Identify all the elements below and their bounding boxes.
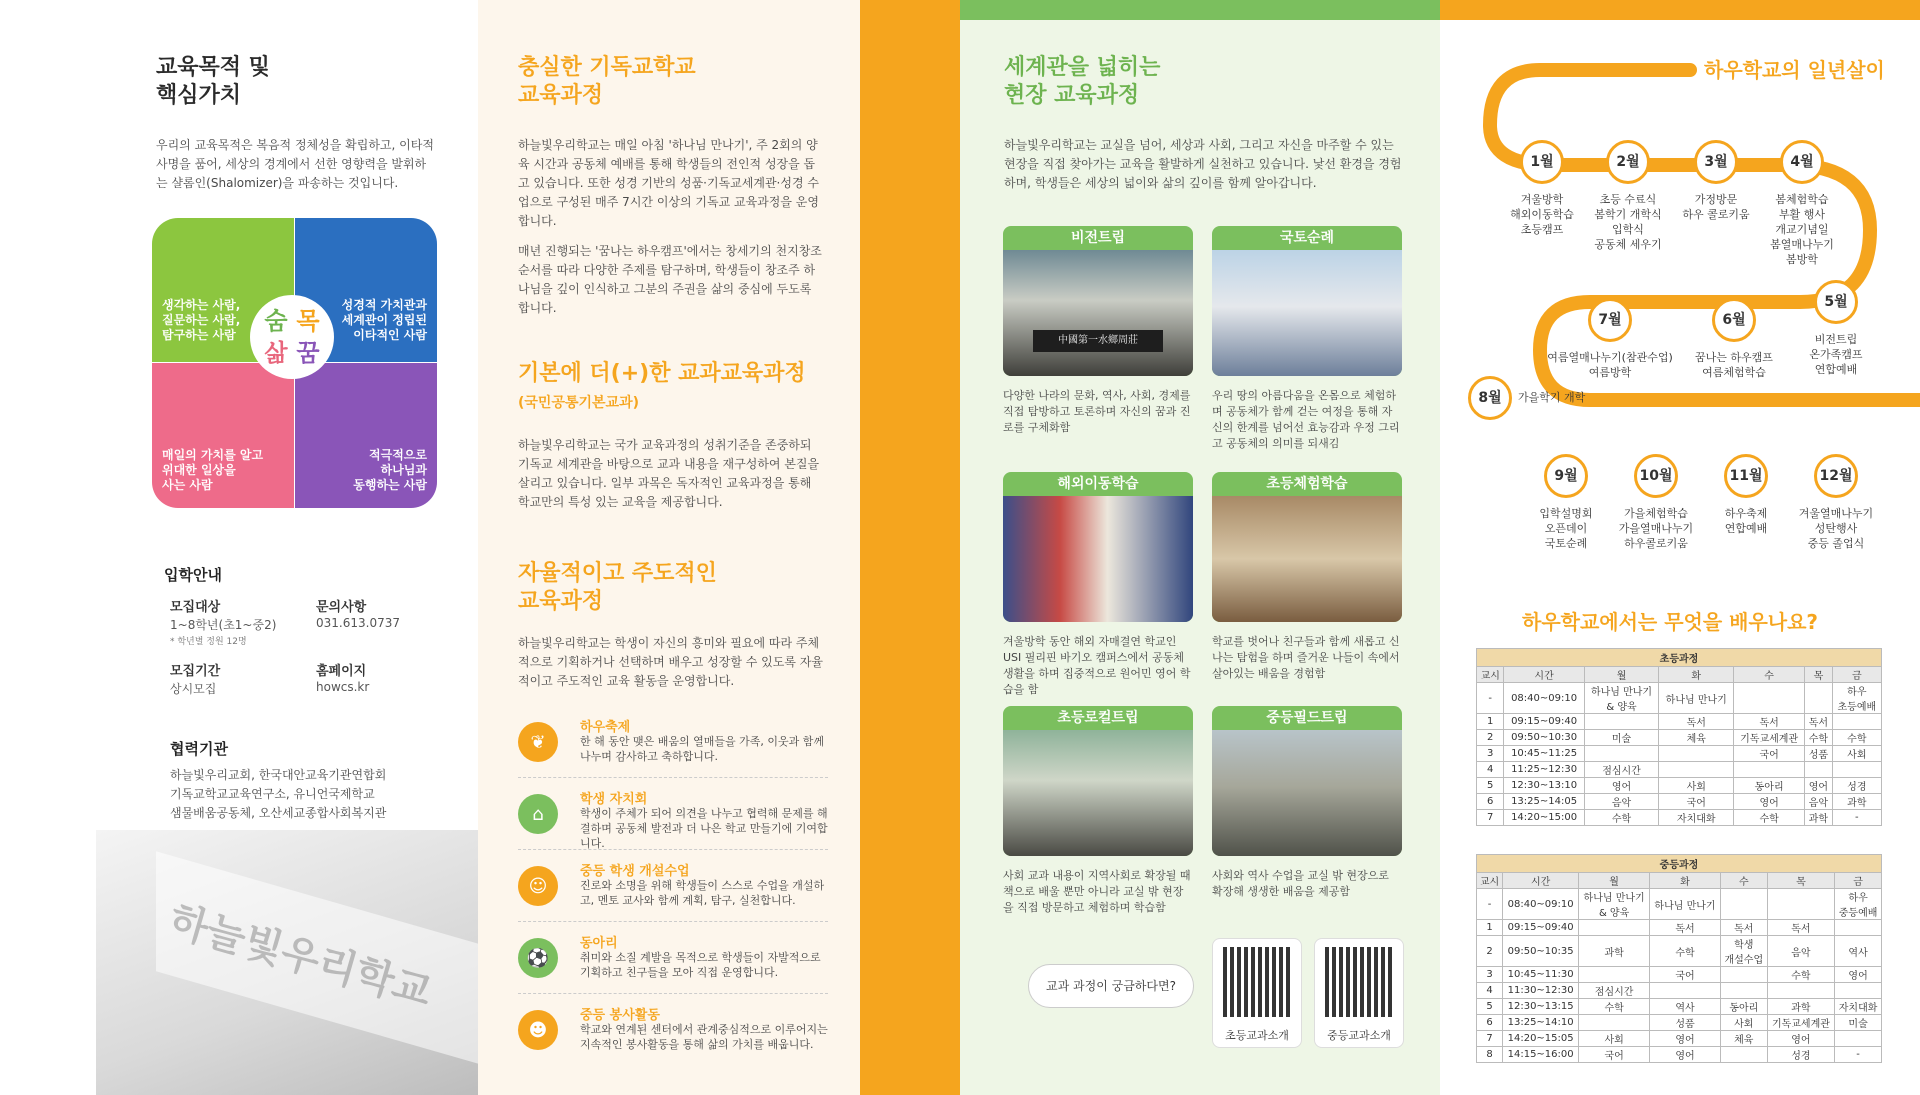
timetable-cell: 하우 초등예배 <box>1832 683 1881 714</box>
timetable-cell <box>1767 889 1834 920</box>
timetable-row <box>1477 778 1882 794</box>
caption-national-walk: 우리 땅의 아름다움을 온몸으로 체험하며 공동체가 함께 걷는 여정을 통해 자신의 한계를 넘어선 효능감과 우정 그리고 공동체의 의미를 되새김 <box>1212 389 1400 450</box>
timetable-cell: 성품 <box>1650 1015 1721 1031</box>
qr-code-icon <box>1223 947 1293 1017</box>
qr-mid[interactable] <box>1314 938 1404 1048</box>
timetable-cell: - <box>1477 889 1503 920</box>
timetable-cell: 동아리 <box>1734 778 1805 794</box>
subject-curriculum-title: 기본에 더(+)한 교과교육과정 <box>518 361 806 386</box>
timetable-cell: 10:45~11:30 <box>1503 967 1579 983</box>
month-3-events: 가정방문 하우 콜로키움 <box>1682 193 1750 221</box>
activity-volunteer <box>518 1004 828 1074</box>
timetable-cell: 음악 <box>1767 936 1834 967</box>
hand-plant-icon: ❦ <box>518 722 558 762</box>
homepage-label: 홈페이지 <box>316 664 367 679</box>
month-2-events: 초등 수료식 봄학기 개학식 입학식 공동체 세우기 <box>1594 193 1662 251</box>
month-4: 4월 <box>1780 140 1824 184</box>
timetable-cell: 11:30~12:30 <box>1503 983 1579 999</box>
timetable-cell <box>1835 983 1882 999</box>
month-4-events: 봄체험학습 부활 행사 개교기념일 봄열매나누기 봄방학 <box>1770 193 1834 266</box>
timetable-header: 화 <box>1659 667 1734 683</box>
month-8: 8월 <box>1468 376 1512 420</box>
value-walk: 적극적으로 하나님과 동행하는 사람 <box>295 363 437 508</box>
month-10-events: 가을체험학습 가을열매나누기 하우콜로키움 <box>1618 507 1694 550</box>
timetable-cell: 성경 <box>1767 1047 1834 1063</box>
timetable-cell: - <box>1477 683 1504 714</box>
timetable-cell <box>1835 1031 1882 1047</box>
orange-stripe <box>860 0 960 1095</box>
month-7-events: 여름열매나누기(참관수업) 여름방학 <box>1547 351 1673 379</box>
timetable-row <box>1477 936 1882 967</box>
card-local-trip <box>1003 706 1193 856</box>
overseas-photo <box>1003 496 1193 622</box>
timetable-cell: 영어 <box>1805 778 1832 794</box>
timetable-cell: 7 <box>1477 810 1504 826</box>
timetable-cell: 4 <box>1477 983 1503 999</box>
purpose-title: 교육목적 및 핵심가치 <box>156 55 270 108</box>
timetable-cell <box>1832 714 1881 730</box>
timetable-cell: 자치대화 <box>1835 999 1882 1015</box>
teacher-icon: ☺ <box>518 866 558 906</box>
timetable-cell: 09:50~10:35 <box>1503 936 1579 967</box>
timetable-cell: 영어 <box>1650 1047 1721 1063</box>
activity-council <box>518 788 828 858</box>
timetable-cell: 독서 <box>1659 714 1734 730</box>
partners-title: 협력기관 <box>170 740 228 758</box>
field-trip-photo <box>1212 730 1402 856</box>
month-11-events: 하우축제 연합예배 <box>1724 507 1768 535</box>
timetable-header: 목 <box>1805 667 1832 683</box>
timetable-cell: 사회 <box>1579 1031 1650 1047</box>
timetable-cell: 음악 <box>1584 794 1659 810</box>
card-field-trip <box>1212 706 1402 856</box>
timetable-header: 목 <box>1767 873 1834 889</box>
timetable-row <box>1477 794 1882 810</box>
timetable-cell: 09:15~09:40 <box>1503 920 1579 936</box>
timetable-cell: 미술 <box>1584 730 1659 746</box>
timetable-cell: 국어 <box>1579 1047 1650 1063</box>
timetable-header: 수 <box>1734 667 1805 683</box>
timetable-cell: 4 <box>1477 762 1504 778</box>
year-title: 하우학교의 일년살이 <box>1704 58 1885 82</box>
timetable-cell: 국어 <box>1650 967 1721 983</box>
timetable-caption: 중등과정 <box>1477 855 1882 873</box>
month-9: 9월 <box>1544 454 1588 498</box>
building-sign: 하늘빛우리학교 <box>163 897 437 1017</box>
timetable-cell: 과학 <box>1805 810 1832 826</box>
core-values-center <box>250 295 334 379</box>
activity-title: 하우축제 <box>580 720 631 735</box>
timetable-row <box>1477 1015 1882 1031</box>
purpose-intro: 우리의 교육목적은 복음적 정체성을 확립하고, 이타적 사명을 품어, 세상의 경계에서 선한 영향력을 발휘하는 샬롬인(Shalomizer)을 파송하는 것입니다. <box>156 138 434 190</box>
timetable-row <box>1477 889 1882 920</box>
timetable-header: 금 <box>1832 667 1881 683</box>
timetable-row <box>1477 999 1882 1015</box>
timetable-cell: 성경 <box>1832 778 1881 794</box>
timetable-cell <box>1659 762 1734 778</box>
timetable-row <box>1477 714 1882 730</box>
timetable-cell <box>1734 683 1805 714</box>
timetable-header: 월 <box>1584 667 1659 683</box>
timetable-cell: 14:20~15:05 <box>1503 1031 1579 1047</box>
timetable-cell <box>1584 714 1659 730</box>
timetable-cell <box>1720 1047 1767 1063</box>
timetable-cell: 사회 <box>1832 746 1881 762</box>
timetable-cell: 역사 <box>1835 936 1882 967</box>
timetable-cell: 영어 <box>1835 967 1882 983</box>
card-title: 중등필드트립 <box>1266 710 1348 726</box>
activity-desc: 진로와 소명을 위해 학생들이 스스로 수업을 개설하고, 멘토 교사와 함께 계획, 탐구, 실천합니다. <box>580 879 825 907</box>
timetable-cell: 6 <box>1477 794 1504 810</box>
timetable-cell <box>1734 762 1805 778</box>
timetable-cell: 1 <box>1477 714 1504 730</box>
timetable-cell: 기독교세계관 <box>1767 1015 1834 1031</box>
month-11: 11월 <box>1724 454 1768 498</box>
activity-club <box>518 932 828 1002</box>
divider <box>518 921 828 922</box>
month-6-events: 꿈나는 하우캠프 여름체험학습 <box>1695 351 1773 379</box>
timetable-cell <box>1720 889 1767 920</box>
qr-label: 초등교과소개 <box>1225 1029 1289 1042</box>
timetable-cell: 14:15~16:00 <box>1503 1047 1579 1063</box>
timetable-row <box>1477 967 1882 983</box>
timetable-cell: 하나님 만나기 & 양육 <box>1584 683 1659 714</box>
divider <box>518 993 828 994</box>
vision-trip-photo <box>1003 250 1193 376</box>
people-icon: ☻ <box>518 1010 558 1050</box>
caption-vision-trip: 다양한 나라의 문화, 역사, 사회, 경제를 직접 탐방하고 토론하며 자신의 꿈과 진로를 구체화함 <box>1003 389 1191 434</box>
autonomous-curriculum-title: 자율적이고 주도적인 교육과정 <box>518 561 717 614</box>
timetable-cell: - <box>1835 1047 1882 1063</box>
timetable-cell: 과학 <box>1767 999 1834 1015</box>
month-6: 6월 <box>1712 298 1756 342</box>
elem-timetable <box>1476 648 1882 826</box>
timetable-cell: 자치대화 <box>1659 810 1734 826</box>
value-char-sam: 삶 <box>264 339 288 367</box>
card-title: 비전트립 <box>1070 230 1126 246</box>
admission-title: 입학안내 <box>164 566 222 584</box>
timetable-cell: - <box>1832 810 1881 826</box>
card-title: 초등로컬트립 <box>1057 710 1139 726</box>
building-photo <box>96 830 478 1095</box>
timetable-cell: 국어 <box>1659 794 1734 810</box>
timetable-header: 시간 <box>1503 873 1579 889</box>
timetable-cell: 동아리 <box>1720 999 1767 1015</box>
timetable-row <box>1477 746 1882 762</box>
elem-experience-photo <box>1212 496 1402 622</box>
timetable-cell: 과학 <box>1832 794 1881 810</box>
period-label: 모집기간 <box>170 664 221 679</box>
timetable-row <box>1477 1031 1882 1047</box>
timetable-cell: 수학 <box>1767 967 1834 983</box>
card-vision-trip <box>1003 226 1193 376</box>
timetable-cell <box>1659 746 1734 762</box>
value-char-sum: 숨 <box>264 307 288 335</box>
timetable-cell: 체육 <box>1720 1031 1767 1047</box>
timetable-header: 수 <box>1720 873 1767 889</box>
timetable-cell: 점심시간 <box>1584 762 1659 778</box>
timetable-cell: 미술 <box>1835 1015 1882 1031</box>
timetable-row <box>1477 1047 1882 1063</box>
contact-value: 031.613.0737 <box>316 616 400 630</box>
value-think: 생각하는 사람, 질문하는 사람, 탐구하는 사람 <box>152 218 294 362</box>
timetable-cell: 6 <box>1477 1015 1503 1031</box>
card-title: 초등체험학습 <box>1266 476 1348 492</box>
timetable-cell <box>1805 683 1832 714</box>
timetable-cell <box>1650 983 1721 999</box>
activity-desc: 취미와 소질 계발을 목적으로 학생들이 자발적으로 기획하고 친구들을 모아 직접 운영합니다. <box>580 951 821 979</box>
timetable-cell <box>1805 762 1832 778</box>
timetable-cell: 14:20~15:00 <box>1504 810 1584 826</box>
timetable-cell <box>1767 983 1834 999</box>
activity-festival <box>518 716 828 786</box>
timetable-cell: 08:40~09:10 <box>1504 683 1584 714</box>
card-title: 국토순례 <box>1279 230 1335 246</box>
month-5-events: 비전트립 온가족캠프 연합예배 <box>1809 333 1863 376</box>
activity-desc: 학생이 주체가 되어 의견을 나누고 협력해 문제를 해결하며 공동체 발전과 더 나은 학교 만들기에 기여합니다. <box>580 807 828 850</box>
timetable-cell: 체육 <box>1659 730 1734 746</box>
value-char-kkum: 꿈 <box>296 339 320 367</box>
card-elem-experience <box>1212 472 1402 622</box>
timetable-row <box>1477 683 1882 714</box>
timetable-header: 금 <box>1835 873 1882 889</box>
card-overseas <box>1003 472 1193 622</box>
value-worldview: 성경적 가치관과 세계관이 정립된 이타적인 사람 <box>295 218 437 362</box>
timetable-cell: 과학 <box>1579 936 1650 967</box>
timetable-cell: 13:25~14:10 <box>1503 1015 1579 1031</box>
month-2: 2월 <box>1606 140 1650 184</box>
timetable-cell <box>1579 967 1650 983</box>
timetable-header: 시간 <box>1504 667 1584 683</box>
activity-student-class <box>518 860 828 930</box>
timetable-caption: 초등과정 <box>1477 649 1882 667</box>
curriculum-bubble: 교과 과정이 궁금하다면? <box>1028 964 1194 1008</box>
activity-desc: 학교와 연계된 센터에서 관계중심적으로 이루어지는 지속적인 봉사활동을 통해 삶의 가치를 배웁니다. <box>580 1023 828 1051</box>
timetable-cell: 수학 <box>1579 999 1650 1015</box>
timetable-cell: 11:25~12:30 <box>1504 762 1584 778</box>
month-3: 3월 <box>1694 140 1738 184</box>
target-note: * 학년별 정원 12명 <box>170 637 247 647</box>
subject-curriculum-text: 하늘빛우리학교는 국가 교육과정의 성취기준을 존중하되 기독교 세계관을 바탕으로 교과 내용을 재구성하여 본질을 살리고 있습니다. 일부 과목은 독자적인 교육과정을 통해 학교만의 특성 있는 교육을 제공합니다. <box>518 438 820 509</box>
month-5: 5월 <box>1814 280 1858 324</box>
timetable-cell: 영어 <box>1650 1031 1721 1047</box>
local-trip-photo <box>1003 730 1193 856</box>
timetable-cell: 점심시간 <box>1579 983 1650 999</box>
timetable-cell: 음악 <box>1805 794 1832 810</box>
timetable-cell: 3 <box>1477 967 1503 983</box>
subject-curriculum-subtitle: (국민공통기본교과) <box>518 395 639 411</box>
timetable-cell: 하나님 만나기 <box>1650 889 1721 920</box>
timetable-cell: 5 <box>1477 999 1503 1015</box>
period-value: 상시모집 <box>170 682 217 696</box>
ball-icon: ⚽ <box>518 938 558 978</box>
card-national-walk <box>1212 226 1402 376</box>
timetable-cell: 7 <box>1477 1031 1503 1047</box>
timetable-row <box>1477 810 1882 826</box>
timetable-cell: 1 <box>1477 920 1503 936</box>
christian-curriculum-title: 충실한 기독교학교 교육과정 <box>518 55 696 108</box>
timetable-cell: 2 <box>1477 936 1503 967</box>
caption-overseas: 겨울방학 동안 해외 자매결연 학교인 USI 필리핀 바기오 캠퍼스에서 공동체 생활을 하며 집중적으로 원어민 영어 학습을 함 <box>1003 635 1191 696</box>
qr-code-icon <box>1325 947 1395 1017</box>
timetable-cell: 12:30~13:15 <box>1503 999 1579 1015</box>
autonomous-curriculum-text: 하늘빛우리학교는 학생이 자신의 흥미와 필요에 따라 주체적으로 기획하거나 선택하며 배우고 성장할 수 있도록 자율적이고 주도적인 교육 활동을 운영합니다. <box>518 636 823 688</box>
timetable-cell: 국어 <box>1734 746 1805 762</box>
target-value: 1~8학년(초1~중2) <box>170 618 277 632</box>
timetable-cell: 독서 <box>1720 920 1767 936</box>
timetable-cell <box>1579 920 1650 936</box>
month-9-events: 입학설명회 오픈데이 국토순례 <box>1539 507 1593 550</box>
timetable-cell: 8 <box>1477 1047 1503 1063</box>
timetable-header: 교시 <box>1477 667 1504 683</box>
timetable-cell: 독서 <box>1767 920 1834 936</box>
timetable-cell: 2 <box>1477 730 1504 746</box>
timetable-header: 교시 <box>1477 873 1503 889</box>
camp-text: 매년 진행되는 '꿈나는 하우캠프'에서는 창세기의 천지창조 순서를 따라 다양한 주제를 탐구하며, 학생들이 창조주 하나님을 깊이 인식하고 그분의 주권을 삶의 중심에 두도록 합니다. <box>518 244 822 315</box>
homepage-value: howcs.kr <box>316 680 370 694</box>
timetable-cell: 하나님 만나기 & 양육 <box>1579 889 1650 920</box>
timetable-cell: 영어 <box>1734 794 1805 810</box>
timetable-cell: 수학 <box>1584 810 1659 826</box>
month-1: 1월 <box>1520 140 1564 184</box>
christian-curriculum-text: 하늘빛우리학교는 매일 아침 '하나님 만나기', 주 2회의 양육 시간과 공동체 예배를 통해 학생들의 전인적 성장을 돕고 있습니다. 또한 성경 기반의 성품·기독교세계관·성경 수업으로 구성된 매주 7시간 이상의 기독교 교육과정을 운영합니다. <box>518 138 819 228</box>
timetable-cell: 독서 <box>1734 714 1805 730</box>
target-label: 모집대상 <box>170 600 221 615</box>
timetable-cell: 수학 <box>1805 730 1832 746</box>
learn-title: 하우학교에서는 무엇을 배우나요? <box>1522 610 1819 634</box>
month-12: 12월 <box>1814 454 1858 498</box>
timetable-row <box>1477 762 1882 778</box>
national-walk-photo <box>1212 250 1402 376</box>
activity-title: 중등 봉사활동 <box>580 1008 660 1023</box>
timetable-cell <box>1832 762 1881 778</box>
timetable-cell: 수학 <box>1734 810 1805 826</box>
timetable-cell: 독서 <box>1805 714 1832 730</box>
activity-desc: 한 해 동안 맺은 배움의 열매들을 가족, 이웃과 함께 나누며 감사하고 축하합니다. <box>580 735 824 763</box>
timetable-cell <box>1720 983 1767 999</box>
timetable-cell <box>1579 1015 1650 1031</box>
activity-title: 중등 학생 개설수업 <box>580 864 690 879</box>
timetable-cell: 12:30~13:10 <box>1504 778 1584 794</box>
activity-title: 동아리 <box>580 936 618 951</box>
timetable-cell: 사회 <box>1659 778 1734 794</box>
card-title: 해외이동학습 <box>1057 476 1139 492</box>
qr-elem[interactable] <box>1212 938 1302 1048</box>
timetable-cell: 학생 개설수업 <box>1720 936 1767 967</box>
month-1-events: 겨울방학 해외이동학습 초등캠프 <box>1510 193 1574 236</box>
qr-label: 중등교과소개 <box>1327 1029 1391 1042</box>
partners-list: 하늘빛우리교회, 한국대안교육기관연합회 기독교학교교육연구소, 유니언국제학교 샘물배움공동체, 오산세교종합사회복지관 <box>170 768 387 820</box>
field-title: 세계관을 넓히는 현장 교육과정 <box>1004 55 1161 108</box>
caption-local-trip: 사회 교과 내용이 지역사회로 확장될 때 책으로 배울 뿐만 아니라 교실 밖 현장을 직접 방문하고 체험하며 학습함 <box>1003 869 1191 914</box>
timetable-cell: 성품 <box>1805 746 1832 762</box>
caption-field-trip: 사회와 역사 수업을 교실 밖 현장으로 확장해 생생한 배움을 제공함 <box>1212 869 1389 898</box>
timetable-cell: 기독교세계관 <box>1734 730 1805 746</box>
value-daily: 매일의 가치를 알고 위대한 일상을 사는 사람 <box>152 363 294 508</box>
panel-purpose <box>0 0 478 1095</box>
timetable-cell: 수학 <box>1832 730 1881 746</box>
photo-sign: 中國第一水鄉周莊 <box>1033 330 1163 352</box>
month-12-events: 겨울열매나누기 성탄행사 중등 졸업식 <box>1798 507 1874 550</box>
timetable-cell: 독서 <box>1650 920 1721 936</box>
building-icon: ⌂ <box>518 794 558 834</box>
divider <box>518 849 828 850</box>
month-7: 7월 <box>1588 298 1632 342</box>
timetable-cell <box>1835 920 1882 936</box>
timetable-row <box>1477 730 1882 746</box>
timetable-cell: 08:40~09:10 <box>1503 889 1579 920</box>
timetable-cell: 13:25~14:05 <box>1504 794 1584 810</box>
timetable-cell: 사회 <box>1720 1015 1767 1031</box>
timetable-cell: 09:15~09:40 <box>1504 714 1584 730</box>
timetable-cell: 수학 <box>1650 936 1721 967</box>
field-intro: 하늘빛우리학교는 교실을 넘어, 세상과 사회, 그리고 자신을 마주할 수 있는 현장을 직접 찾아가는 교육을 활발하게 실천하고 있습니다. 낯선 환경을 경험하며, 학생들은 세상의 넓이와 삶의 깊이를 함께 알아갑니다. <box>1004 138 1402 190</box>
month-8-events: 가을학기 개학 <box>1518 391 1586 404</box>
timetable-cell: 10:45~11:25 <box>1504 746 1584 762</box>
timetable-cell <box>1720 967 1767 983</box>
timetable-header: 월 <box>1579 873 1650 889</box>
contact-label: 문의사항 <box>316 600 367 615</box>
timetable-cell: 5 <box>1477 778 1504 794</box>
value-char-mok: 목 <box>296 307 320 335</box>
timetable-cell: 영어 <box>1767 1031 1834 1047</box>
activity-title: 학생 자치회 <box>580 792 648 807</box>
timetable-row <box>1477 983 1882 999</box>
timetable-cell: 역사 <box>1650 999 1721 1015</box>
timetable-cell <box>1584 746 1659 762</box>
green-top-bar <box>960 0 1440 20</box>
timetable-cell: 09:50~10:30 <box>1504 730 1584 746</box>
timetable-cell: 영어 <box>1584 778 1659 794</box>
divider <box>518 777 828 778</box>
timetable-row <box>1477 920 1882 936</box>
month-10: 10월 <box>1634 454 1678 498</box>
timetable-header: 화 <box>1650 873 1721 889</box>
timetable-cell: 하우 중등예배 <box>1835 889 1882 920</box>
timetable-cell: 하나님 만나기 <box>1659 683 1734 714</box>
timetable-cell: 3 <box>1477 746 1504 762</box>
mid-timetable <box>1476 854 1882 1063</box>
caption-elem-experience: 학교를 벗어나 친구들과 함께 새롭고 신나는 탐험을 하며 즐거운 나들이 속에서 살아있는 배움을 경험함 <box>1212 635 1400 680</box>
